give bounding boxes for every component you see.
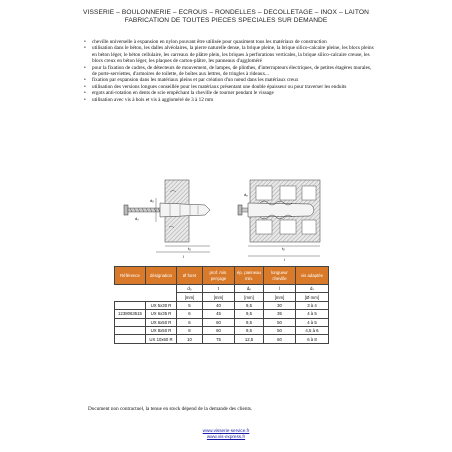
col-header: Ø foret	[177, 267, 203, 285]
symbol-cell: l	[264, 285, 296, 293]
right-plug-knot-icon	[248, 201, 314, 219]
unit-row	[115, 293, 329, 301]
cell: 4,5 à 6	[296, 326, 329, 334]
cell: 4 à 5	[296, 310, 329, 318]
cell	[115, 318, 146, 326]
cell: 9,5	[235, 318, 264, 326]
table-row	[115, 335, 329, 343]
cell: 6	[177, 310, 203, 318]
cell: 9,5	[235, 326, 264, 334]
cell: UX 6x50 R	[146, 318, 177, 326]
cell: 9,5	[235, 301, 264, 309]
feature-item: • ergots anti-rotation en dents de scie empêchant la cheville de tourner pendant le vissage	[84, 90, 374, 96]
unit-cell: [mm]	[235, 293, 264, 301]
label-panel-thickness: dₚ	[244, 192, 248, 197]
cell: 40	[203, 301, 235, 309]
label-depth-right: tₒ	[282, 246, 285, 251]
symbol-cell: t	[203, 285, 235, 293]
cell: 9,5	[235, 310, 264, 318]
table-row	[115, 301, 329, 309]
header-line-2: FABRICATION DE TOUTES PIECES SPECIALES SUR DEMANDE	[124, 17, 328, 24]
cell: 45	[203, 310, 235, 318]
cell: UX 10x60 R	[146, 335, 177, 343]
unit-cell: [mm]	[177, 293, 203, 301]
website-link[interactable]: www.vis-express.fr	[206, 433, 246, 439]
col-header: désignation	[146, 267, 177, 285]
footnote: Document non contractuel, la tenue en stock dépend de la demande des clients.	[88, 406, 253, 412]
unit-cell: [Ø mm]	[296, 293, 329, 301]
cell: 12,5	[235, 335, 264, 343]
feature-item: • utilisation dans le béton, les dalles alvéolaires, la pierre naturelle dense, la brique pleine, la brique silico-calcaire pleine, les blocs pleins en béton léger, le béton cellulaire, les carreaux de plâtre plein, les briques à perforations verticales, la brique silico-calcaire creuse, les blocs creux en béton léger, les plaques de carton-plâtre, les panneaux d'aggloméré	[84, 45, 374, 64]
symbol-cell: d₀	[177, 285, 203, 293]
cell: 1238063515	[115, 310, 146, 318]
table-row	[115, 326, 329, 334]
cell: 50	[264, 318, 296, 326]
website-link[interactable]: www.visserie-service.fr	[202, 428, 250, 433]
cell: 75	[203, 335, 235, 343]
cell	[115, 301, 146, 309]
technical-drawing	[110, 172, 342, 264]
header-line-1: VISSERIE – BOULONNERIE – ECROUS – RONDELLES – DECOLLETAGE – INOX – LAITON	[83, 9, 369, 16]
cell: 6	[177, 318, 203, 326]
page-header	[0, 9, 452, 25]
cell: UX 5x30 R	[146, 301, 177, 309]
cell: 35	[264, 310, 296, 318]
label-drill-diameter: dₒ	[150, 198, 154, 203]
cell: 5	[177, 301, 203, 309]
cell	[115, 335, 146, 343]
table-row	[115, 318, 329, 326]
col-header: prof. min. perçage	[203, 267, 235, 285]
symbol-cell: dₚ	[235, 285, 264, 293]
cell: 30	[264, 301, 296, 309]
cell: UX 8x50 R	[146, 326, 177, 334]
cell: 8	[177, 326, 203, 334]
cell: 50	[264, 326, 296, 334]
col-header: Référence	[115, 267, 146, 285]
feature-item: • fixation par expansion dans les matériaux pleins et par création d'un nœud dans les matériaux creux	[84, 77, 374, 83]
footer-links	[0, 428, 452, 439]
feature-list	[84, 39, 374, 103]
feature-item: • cheville universelle à expansion en nylon pouvant être utilisée pour quasiment tous les matériaux de construction	[84, 39, 374, 45]
cell: UX 6x35 R	[146, 310, 177, 318]
symbol-cell: dₛ	[296, 285, 329, 293]
col-header: longueur cheville	[264, 267, 296, 285]
label-depth: tₒ	[188, 246, 191, 251]
col-header: ép. panneau min.	[235, 267, 264, 285]
unit-cell: [mm]	[264, 293, 296, 301]
cell: 60	[264, 335, 296, 343]
left-plug-icon	[160, 203, 210, 217]
cell: 10	[177, 335, 203, 343]
col-header: vis adaptée	[296, 267, 329, 285]
table-row	[115, 310, 329, 318]
cell	[115, 326, 146, 334]
cell: 4 à 5	[296, 318, 329, 326]
cell: 6 à 8	[296, 335, 329, 343]
symbol-row	[115, 285, 329, 293]
label-screw-diameter: dₛ	[135, 216, 139, 221]
feature-item: • pour la fixation de cadres, de détecteurs de mouvement, de lampes, de plinthes, d'interrupteurs électriques, de petites étagères murales, de porte-serviettes, d'armoires de toilette, de boîtes aux lettres, de tringles à rideaux...	[84, 65, 374, 78]
unit-cell: [mm]	[203, 293, 235, 301]
label-length-right: l	[284, 257, 285, 262]
table-header-row	[115, 267, 329, 285]
label-length: l	[183, 254, 184, 259]
feature-item: • utilisation des versions longues conseillée pour les matériaux présentant une double épaisseur ou pour traverser les enduits	[84, 84, 374, 90]
spec-table	[114, 266, 329, 344]
feature-item: • utilisation avec vis à bois et vis à aggloméré de 3 à 12 mm	[84, 97, 374, 103]
cell: 60	[203, 326, 235, 334]
cell: 3 à 4	[296, 301, 329, 309]
cell: 60	[203, 318, 235, 326]
